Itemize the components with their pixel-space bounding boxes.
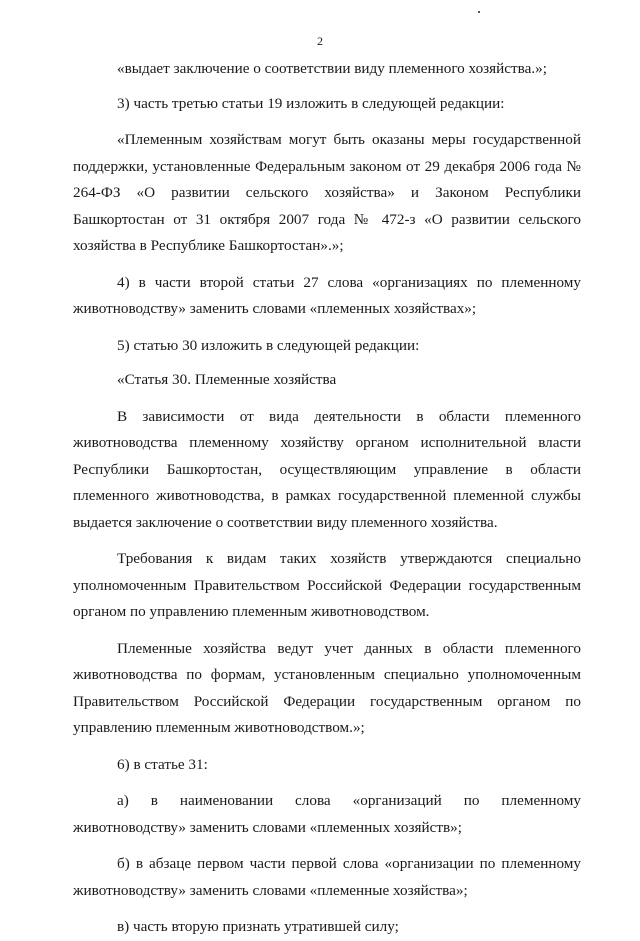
paragraph-5: 5) статью 30 изложить в следующей редакции: [117,336,420,354]
paragraph-12: б) в абзаце первом части первой слова «организации по племенному животноводству» заменить словами «племенные хозяйства»; [73,855,581,899]
article-heading: «Статья 30. Племенные хозяйства [117,371,337,388]
paragraph-13: в) часть вторую признать утратившей силу; [117,918,399,935]
paragraph-8: Требования к видам таких хозяйств утверждаются специально уполномоченным Правительством Российской Федерации государственным органом по управлению племенным животноводством. [73,550,581,620]
paragraph-4: 4) в части второй статьи 27 слова «организациях по племенному животноводству» заменить словами «племенных хозяйствах»; [73,273,581,317]
paragraph-7: В зависимости от вида деятельности в области племенного животноводства племенному хозяйству органом исполнительной власти Республики Башкортостан, осуществляющим управление в области племенного животноводства, в рамках государственной племенной службы выдается заключение о соответствии виду племенного хозяйства. [73,407,581,531]
paragraph-10: 6) в статье 31: [117,755,208,773]
paragraph-11: а) в наименовании слова «организаций по племенному животноводству» заменить словами «племенных хозяйств»; [73,792,581,836]
paragraph-3: «Племенным хозяйствам могут быть оказаны меры государственной поддержки, установленные Федеральным законом от 29 декабря 2006 года № 264-ФЗ «О развитии сельского хозяйства» и Законом Республики Башкортостан от 31 октября 2007 года № 472-з «О развитии сельского хозяйства в Республике Башкортостан».»; [73,131,581,254]
paragraph-1: «выдает заключение о соответствии виду племенного хозяйства.»; [117,60,547,77]
scan-mark [478,11,480,13]
paragraph-2: 3) часть третью статьи 19 изложить в следующей редакции: [117,94,505,112]
page-number: 2 [317,34,323,48]
document-body [73,56,581,941]
paragraph-9: Племенные хозяйства ведут учет данных в области племенного животноводства по формам, установленным специально уполномоченным Правительством Российской Федерации государственным органом по управлению племенным животноводством.»; [73,639,581,736]
